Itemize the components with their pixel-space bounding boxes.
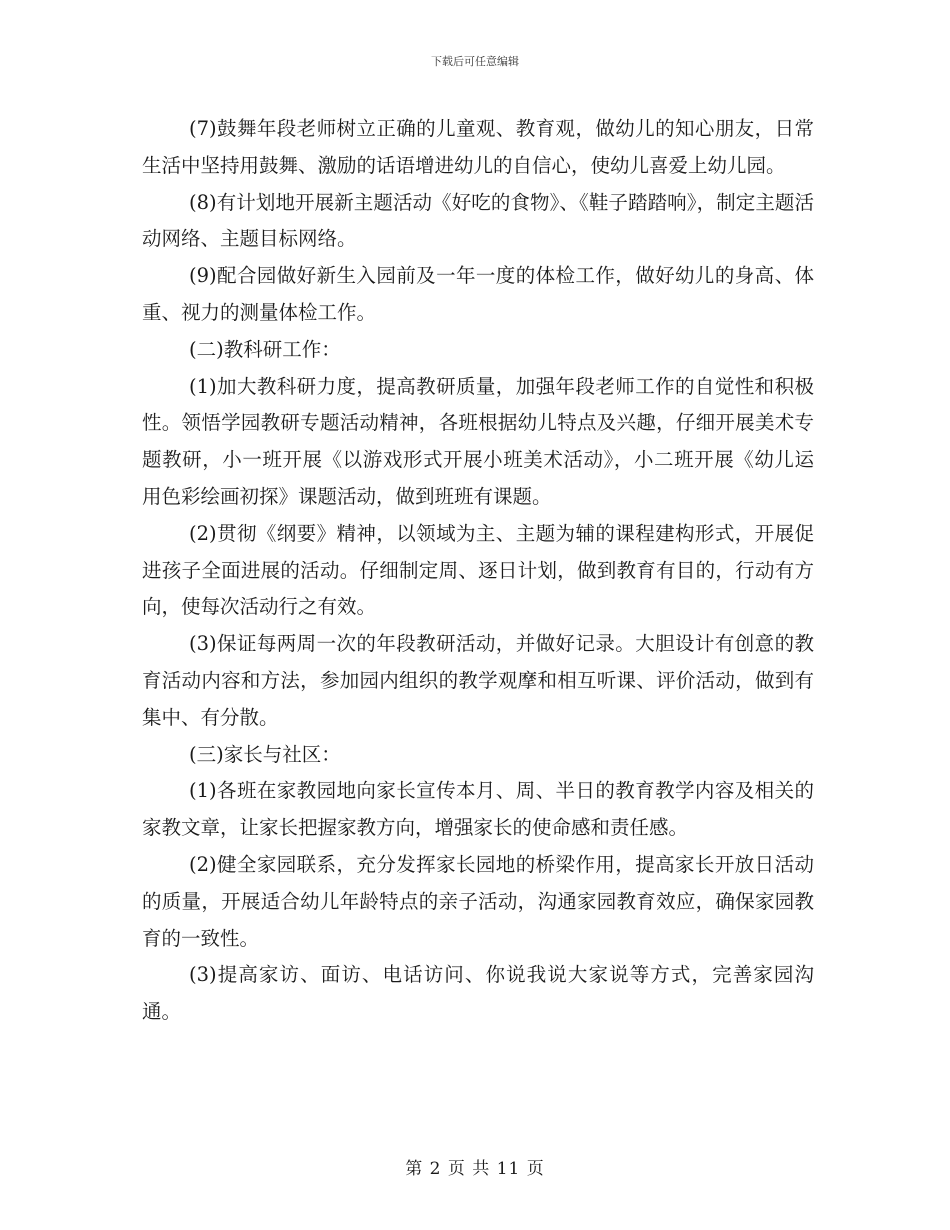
section-heading-research: (二)教科研工作： [189, 337, 341, 361]
paragraph-research-2: (2)贯彻《纲要》精神，以领域为主、主题为辅的课程建构形式，开展促进孩子全面进展的活动。仔细制定周、逐日计划，做到教育有目的，行动有方向，使每次活动行之有效。 [142, 521, 814, 619]
paragraph-research-1: (1)加大教科研力度，提高教研质量，加强年段老师工作的自觉性和积极性。领悟学园教研专题活动精神，各班根据幼儿特点及兴趣，仔细开展美术专题教研，小一班开展《以游戏形式开展小班美术活动》，小二班开展《幼儿运用色彩绘画初探》课题活动，做到班班有课题。 [142, 374, 814, 508]
paragraph-research-3: (3)保证每两周一次的年段教研活动，并做好记录。大胆设计有创意的教育活动内容和方法，参加园内组织的教学观摩和相互听课、评价活动，做到有集中、有分散。 [142, 632, 814, 729]
paragraph-8: (8)有计划地开展新主题活动《好吃的食物》、《鞋子踏踏响》，制定主题活动网络、主题目标网络。 [142, 190, 814, 251]
paragraph-7: (7)鼓舞年段老师树立正确的儿童观、教育观，做幼儿的知心朋友，日常生活中坚持用鼓舞、激励的话语增进幼儿的自信心，使幼儿喜爱上幼儿园。 [142, 117, 814, 177]
document-body [142, 111, 814, 1031]
page-header: 下载后可任意编辑 [431, 55, 519, 68]
paragraph-9: (9)配合园做好新生入园前及一年一度的体检工作，做好幼儿的身高、体重、视力的测量体检工作。 [142, 264, 814, 324]
page-footer: 第 2 页 共 11 页 [405, 1159, 545, 1179]
section-heading-family: (三)家长与社区： [189, 742, 341, 766]
paragraph-family-2: (2)健全家园联系，充分发挥家长园地的桥梁作用，提高家长开放日活动的质量，开展适合幼儿年龄特点的亲子活动，沟通家园教育效应，确保家园教育的一致性。 [142, 852, 814, 950]
paragraph-family-3: (3)提高家访、面访、电话访问、你说我说大家说等方式，完善家园沟通。 [142, 963, 814, 1024]
paragraph-family-1: (1)各班在家教园地向家长宣传本月、周、半日的教育教学内容及相关的家教文章，让家长把握家教方向，增强家长的使命感和责任感。 [142, 779, 814, 840]
